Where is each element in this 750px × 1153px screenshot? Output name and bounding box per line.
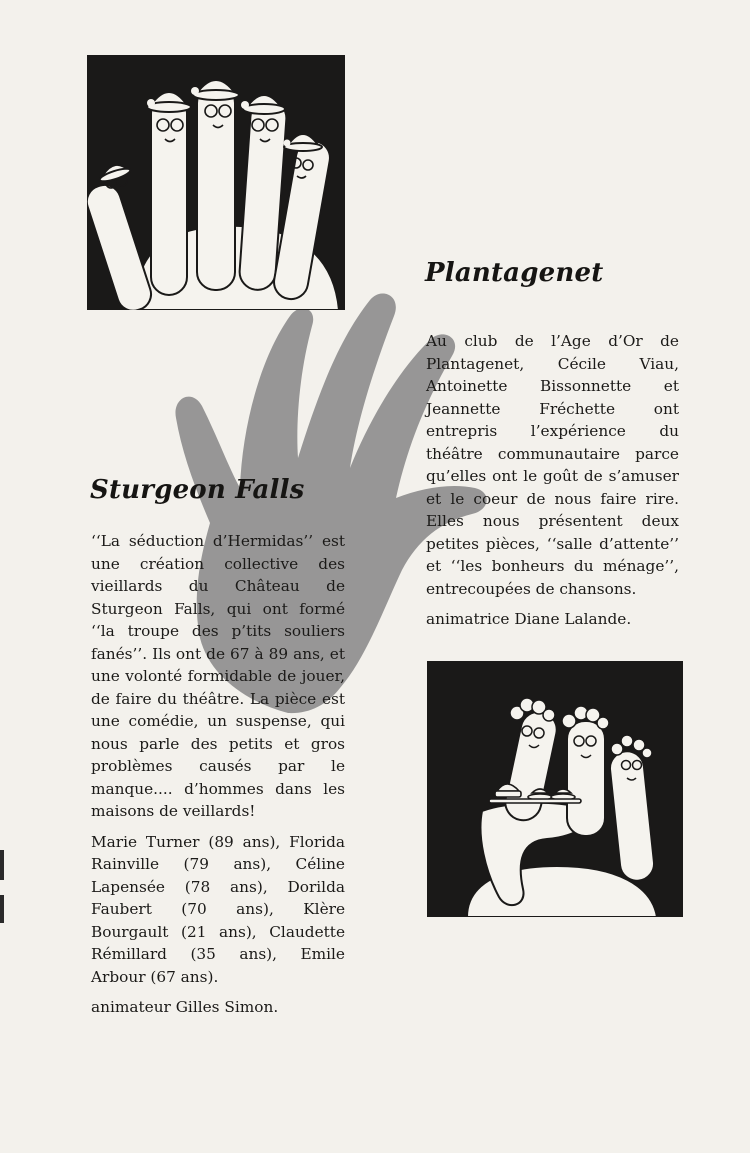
- illustration-finger-puppets: [87, 55, 345, 310]
- sturgeon-falls-column: [91, 530, 345, 1019]
- plantagenet-body: Au club de l’Age d’Or de Plantagenet, Cécile Viau, Antoinette Bissonnette et Jeannette Fréchette ont entrepris l’expérience du théâtre communautaire parce qu’elles ont le goût de s’amuser et le coeur de nous faire rire. Elles nous présentent deux petites pièces, ‘‘salle d’attente’’ et ‘‘les bonheurs du ménage’’, entrecoupées de chansons.: [426, 332, 679, 598]
- sturgeon-falls-cast: Marie Turner (89 ans), Florida Rainville (79 ans), Céline Lapensée (78 ans), Dorilda Faubert (70 ans), Klère Bourgault (21 ans), Claudette Rémillard (35 ans), Emile Arbour (67 ans).: [91, 832, 345, 986]
- sturgeon-falls-credit: animateur Gilles Simon.: [91, 998, 279, 1016]
- plantagenet-credit: animatrice Diane Lalande.: [426, 610, 632, 628]
- binding-marks: [0, 0, 10, 1153]
- plantagenet-heading: Plantagenet: [425, 258, 604, 288]
- sturgeon-falls-heading: Sturgeon Falls: [90, 475, 305, 505]
- illustration-tea-fingers: [427, 661, 683, 917]
- plantagenet-column: [426, 330, 679, 631]
- sturgeon-falls-body: ‘‘La séduction d’Hermidas’’ est une création collective des vieillards du Château de Sturgeon Falls, qui ont formé ‘‘la troupe des p’tits souliers fanés’’. Ils ont de 67 à 89 ans, et une volonté formidable de jouer, de faire du théâtre. La pièce est une comédie, un suspense, qui nous parle des petits et gros problèmes causés par le manque.... d’hommes dans les maisons de veillards!: [91, 532, 345, 820]
